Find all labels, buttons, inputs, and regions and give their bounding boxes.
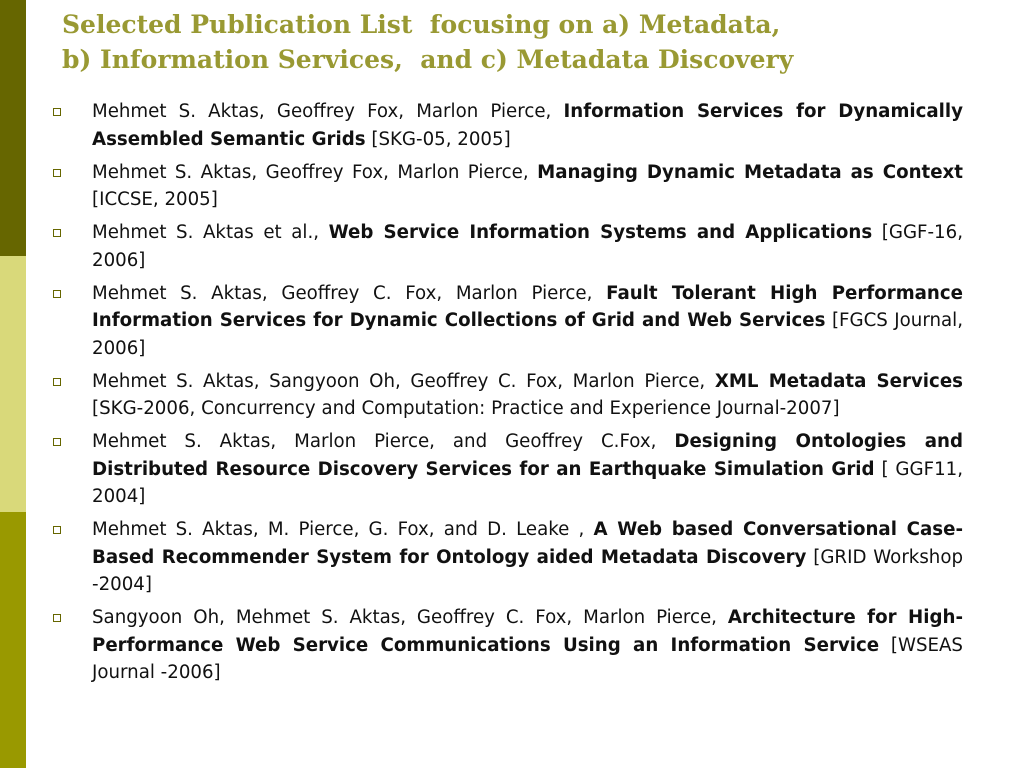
publication-item xyxy=(50,98,963,153)
publication-title: Architecture for High-Performance Web Service Communications Using an Information Service xyxy=(92,607,964,656)
publication-title: XML Metadata Services xyxy=(714,370,963,392)
publication-authors: Sangyoon Oh, Mehmet S. Aktas, Geoffrey C. Fox, Marlon Pierce, xyxy=(92,607,728,628)
publication-venue: [WSEAS Journal -2006] xyxy=(92,634,963,683)
square-bullet-icon xyxy=(53,290,61,298)
slide-title-line-1: Selected Publication List focusing on a) Metadata, xyxy=(62,10,781,39)
publication-venue: [ GGF11, 2004] xyxy=(92,458,963,507)
side-band-bottom xyxy=(0,512,26,768)
publication-authors: Mehmet S. Aktas, Geoffrey Fox, Marlon Pierce, xyxy=(92,101,564,122)
publication-authors: Mehmet S. Aktas et al., xyxy=(92,222,329,243)
publication-item xyxy=(50,428,963,511)
publication-title: A Web based Conversational Case-Based Recommender System for Ontology aided Metadata Discovery xyxy=(92,519,963,568)
publication-venue: [GGF-16, 2006] xyxy=(92,222,963,271)
publication-venue: [FGCS Journal, 2006] xyxy=(92,310,963,359)
side-band-middle xyxy=(0,256,26,512)
square-bullet-icon xyxy=(53,229,61,237)
square-bullet-icon xyxy=(53,169,61,177)
side-band-top xyxy=(0,0,26,256)
publication-title: Designing Ontologies and Distributed Resource Discovery Services for an Earthquake Simulation Grid xyxy=(92,431,963,480)
slide-title xyxy=(62,8,992,78)
publication-venue: [GRID Workshop -2004] xyxy=(92,546,963,595)
publication-authors: Mehmet S. Aktas, M. Pierce, G. Fox, and D. Leake , xyxy=(92,519,594,540)
publication-item xyxy=(50,159,963,214)
publication-item xyxy=(50,280,963,363)
square-bullet-icon xyxy=(53,378,61,386)
publication-item xyxy=(50,219,963,274)
publication-title: Web Service Information Systems and Applications xyxy=(328,222,873,243)
publication-authors: Mehmet S. Aktas, Marlon Pierce, and Geoffrey C.Fox, xyxy=(92,431,675,452)
slide-title-line-2: b) Information Services, and c) Metadata Discovery xyxy=(62,44,794,74)
publication-venue: [ICCSE, 2005] xyxy=(92,189,218,210)
publication-item xyxy=(50,604,963,687)
publication-authors: Mehmet S. Aktas, Geoffrey C. Fox, Marlon Pierce, xyxy=(92,282,607,304)
publication-venue: [SKG-2006, Concurrency and Computation: Practice and Experience Journal-2007] xyxy=(92,398,840,419)
publication-venue: [SKG-05, 2005] xyxy=(365,128,511,150)
square-bullet-icon xyxy=(53,438,61,446)
publication-title: Managing Dynamic Metadata as Context xyxy=(537,161,963,183)
publication-list xyxy=(50,98,963,692)
publication-item xyxy=(50,516,963,599)
square-bullet-icon xyxy=(53,526,61,534)
publication-title: Fault Tolerant High Performance Information Services for Dynamic Collections of Grid and Web Services xyxy=(92,282,963,331)
publication-authors: Mehmet S. Aktas, Geoffrey Fox, Marlon Pierce, xyxy=(92,161,538,183)
publication-item xyxy=(50,368,963,423)
publication-title: Information Services for Dynamically Assembled Semantic Grids xyxy=(92,101,964,150)
square-bullet-icon xyxy=(53,108,61,116)
square-bullet-icon xyxy=(53,614,61,622)
publication-authors: Mehmet S. Aktas, Sangyoon Oh, Geoffrey C. Fox, Marlon Pierce, xyxy=(92,370,715,392)
